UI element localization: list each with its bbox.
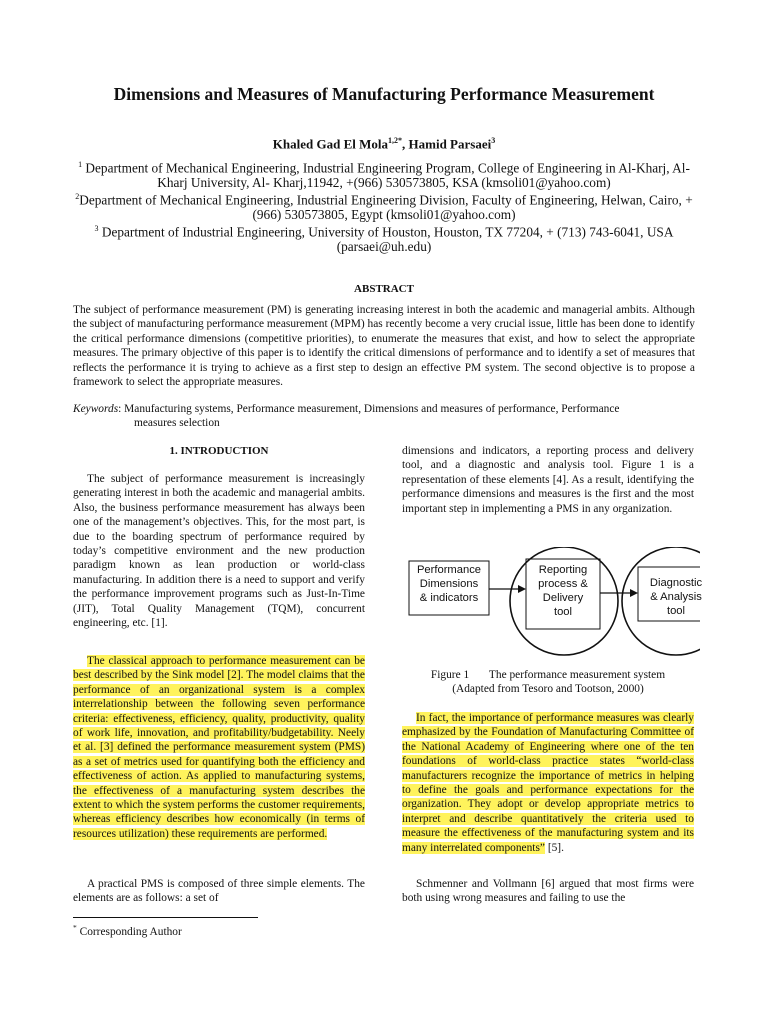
highlighted-text: The classical approach to performance measurement can be best described by the Sink model [2]. The model claims that the performance of an organizational system is a complex interrelationship between the following seven performance criteria: effectiveness, efficiency, quality, productivity, quality of work life, innovation, and profitability/budgetability. Neely et al. [3] defined the performance measurement system (PMS) as a set of metrics used for quantifying both the efficiency and effectiveness of action. As applied to manufacturing systems, the effectiveness of a manufacturing system describes the extent to which the system performs the customer requirements, whereas efficiency describes how economically (in terms of resources utilization) these requirements are performed. xyxy=(73,655,365,840)
paragraph: Schmenner and Vollmann [6] argued that most firms were both using wrong measures and failing to use the xyxy=(402,878,694,905)
left-column-p3 xyxy=(73,877,365,906)
author-separator: , xyxy=(402,136,409,152)
affiliation xyxy=(70,221,698,254)
paragraph: A practical PMS is composed of three simple elements. The elements are as follows: a set of xyxy=(73,878,365,905)
figure-box-label xyxy=(636,576,716,618)
keywords-label: Keywords xyxy=(73,403,119,415)
arrow-head-icon xyxy=(518,585,526,593)
figure-text-line: process & xyxy=(538,578,588,590)
section-heading: 1. INTRODUCTION xyxy=(169,445,269,457)
paragraph xyxy=(73,654,365,841)
paper-title: Dimensions and Measures of Manufacturing Performance Measurement xyxy=(113,84,655,104)
affiliation-superscript: 1 xyxy=(78,160,83,169)
highlighted-text: In fact, the importance of performance measures was clearly emphasized by the Foundation of Manufacturing Committee of the National Academy of Engineering where one of the ten foundations of world-class practice states “world-class manufacturers recognize the importance of metrics in helping to define the goals and performance expectations for the organization. They adopt or develop appropriate metrics to interpret and describe quantitatively the criteria used to measure the effectiveness of the manufacturing system and its many interrelated components” xyxy=(402,712,694,854)
author-superscript: 1,2* xyxy=(388,136,403,145)
author-line xyxy=(0,136,768,152)
figure-text-line: & Analysis xyxy=(650,591,702,603)
paragraph xyxy=(402,711,694,855)
figure-text-line: Dimensions xyxy=(419,578,479,590)
affiliation xyxy=(70,157,698,190)
right-column-p1 xyxy=(402,444,694,516)
footnote-marker: * xyxy=(73,923,77,932)
affiliation-text: Department of Mechanical Engineering, Industrial Engineering Division, Faculty of Engineering, Helwan, Cairo, +(966) 530573805, Egypt (kmsoli01@yahoo.com) xyxy=(79,192,693,223)
figure-text-line: tool xyxy=(553,606,573,618)
affiliation xyxy=(70,189,698,222)
figure-box-label xyxy=(526,563,600,619)
affiliation-text: Department of Mechanical Engineering, Industrial Engineering Program, College of Engineering in Al-Kharj, Al- Kharj University, Al- Kharj,11942, +(966) 530573805, KSA (kmsoli01@yahoo.com) xyxy=(82,160,690,191)
right-column-p2 xyxy=(402,711,694,855)
left-column-p1 xyxy=(73,472,365,630)
footnote-rule xyxy=(73,917,258,918)
figure-text-line: Reporting xyxy=(538,564,588,576)
figure-text-line: tool xyxy=(666,605,686,617)
footnote xyxy=(73,923,182,938)
caption-line: Figure 1 The performance measurement system xyxy=(430,669,666,681)
figure-box-label xyxy=(409,563,489,605)
author-superscript: 3 xyxy=(491,136,496,145)
paragraph: dimensions and indicators, a reporting process and delivery tool, and a diagnostic and analysis tool. Figure 1 is a representation of these elements [4]. As a result, identifying the performance dimensions and measures is the first and the most important step in implementing a PMS in any organization. xyxy=(402,445,694,515)
figure-text-line: Delivery xyxy=(542,592,584,604)
keywords xyxy=(73,402,695,431)
abstract-heading: ABSTRACT xyxy=(354,283,414,295)
abstract-text: The subject of performance measurement (PM) is generating increasing interest in both the academic and managerial ambits. Although the subject of manufacturing performance measurement (MPM) has recently become a very crucial issue, little has been done to identify the critical performance dimensions (competitive priorities), to enumerate the measures that exist, and how to select the appropriate measures. The primary objective of this paper is to identify the critical dimensions of performance and to identify a set of measures that reflects the performance it is trying to achieve as a first step to design an effective PM system. The second objective is to propose a framework to select the appropriate measures. xyxy=(73,304,695,389)
figure-text-line: Performance xyxy=(416,564,482,576)
keywords-line-2: measures selection xyxy=(134,417,220,430)
figure-text-line: Diagnostic xyxy=(649,577,703,589)
author-name: Khaled Gad El Mola xyxy=(272,136,389,152)
keywords-line-1: : Manufacturing systems, Performance measurement, Dimensions and measures of performance, Performance xyxy=(118,403,620,415)
affiliation-superscript: 2 xyxy=(75,192,80,201)
affiliation-superscript: 3 xyxy=(94,224,99,233)
citation: [5]. xyxy=(544,841,564,854)
footnote-text: Corresponding Author xyxy=(76,925,182,938)
affiliation-text: Department of Industrial Engineering, University of Houston, Houston, TX 77204, + (713) 743-6041, USA (parsaei@uh.edu) xyxy=(98,224,674,255)
paragraph: The subject of performance measurement is increasingly generating interest in both the academic and managerial ambits. Also, the business performance measurement has always been one of the management’s objectives. This, for the most part, is due to the boarding spectrum of performance required by today’s competitive environment and the new production paradigm known as lean production or world-class manufacturing. In addition there is a need to support and verify the performance improvement programs such as Just-In-Time (JIT), Total Quality Management (TQM), concurrent engineering, etc. [1]. xyxy=(73,473,365,630)
caption-line: (Adapted from Tesoro and Tootson, 2000) xyxy=(452,683,644,696)
author-name: Hamid Parsaei xyxy=(408,136,492,152)
left-column-p2 xyxy=(73,654,365,841)
figure-text-line: & indicators xyxy=(419,592,479,604)
figure-caption xyxy=(402,668,694,697)
right-column-p3 xyxy=(402,877,694,906)
